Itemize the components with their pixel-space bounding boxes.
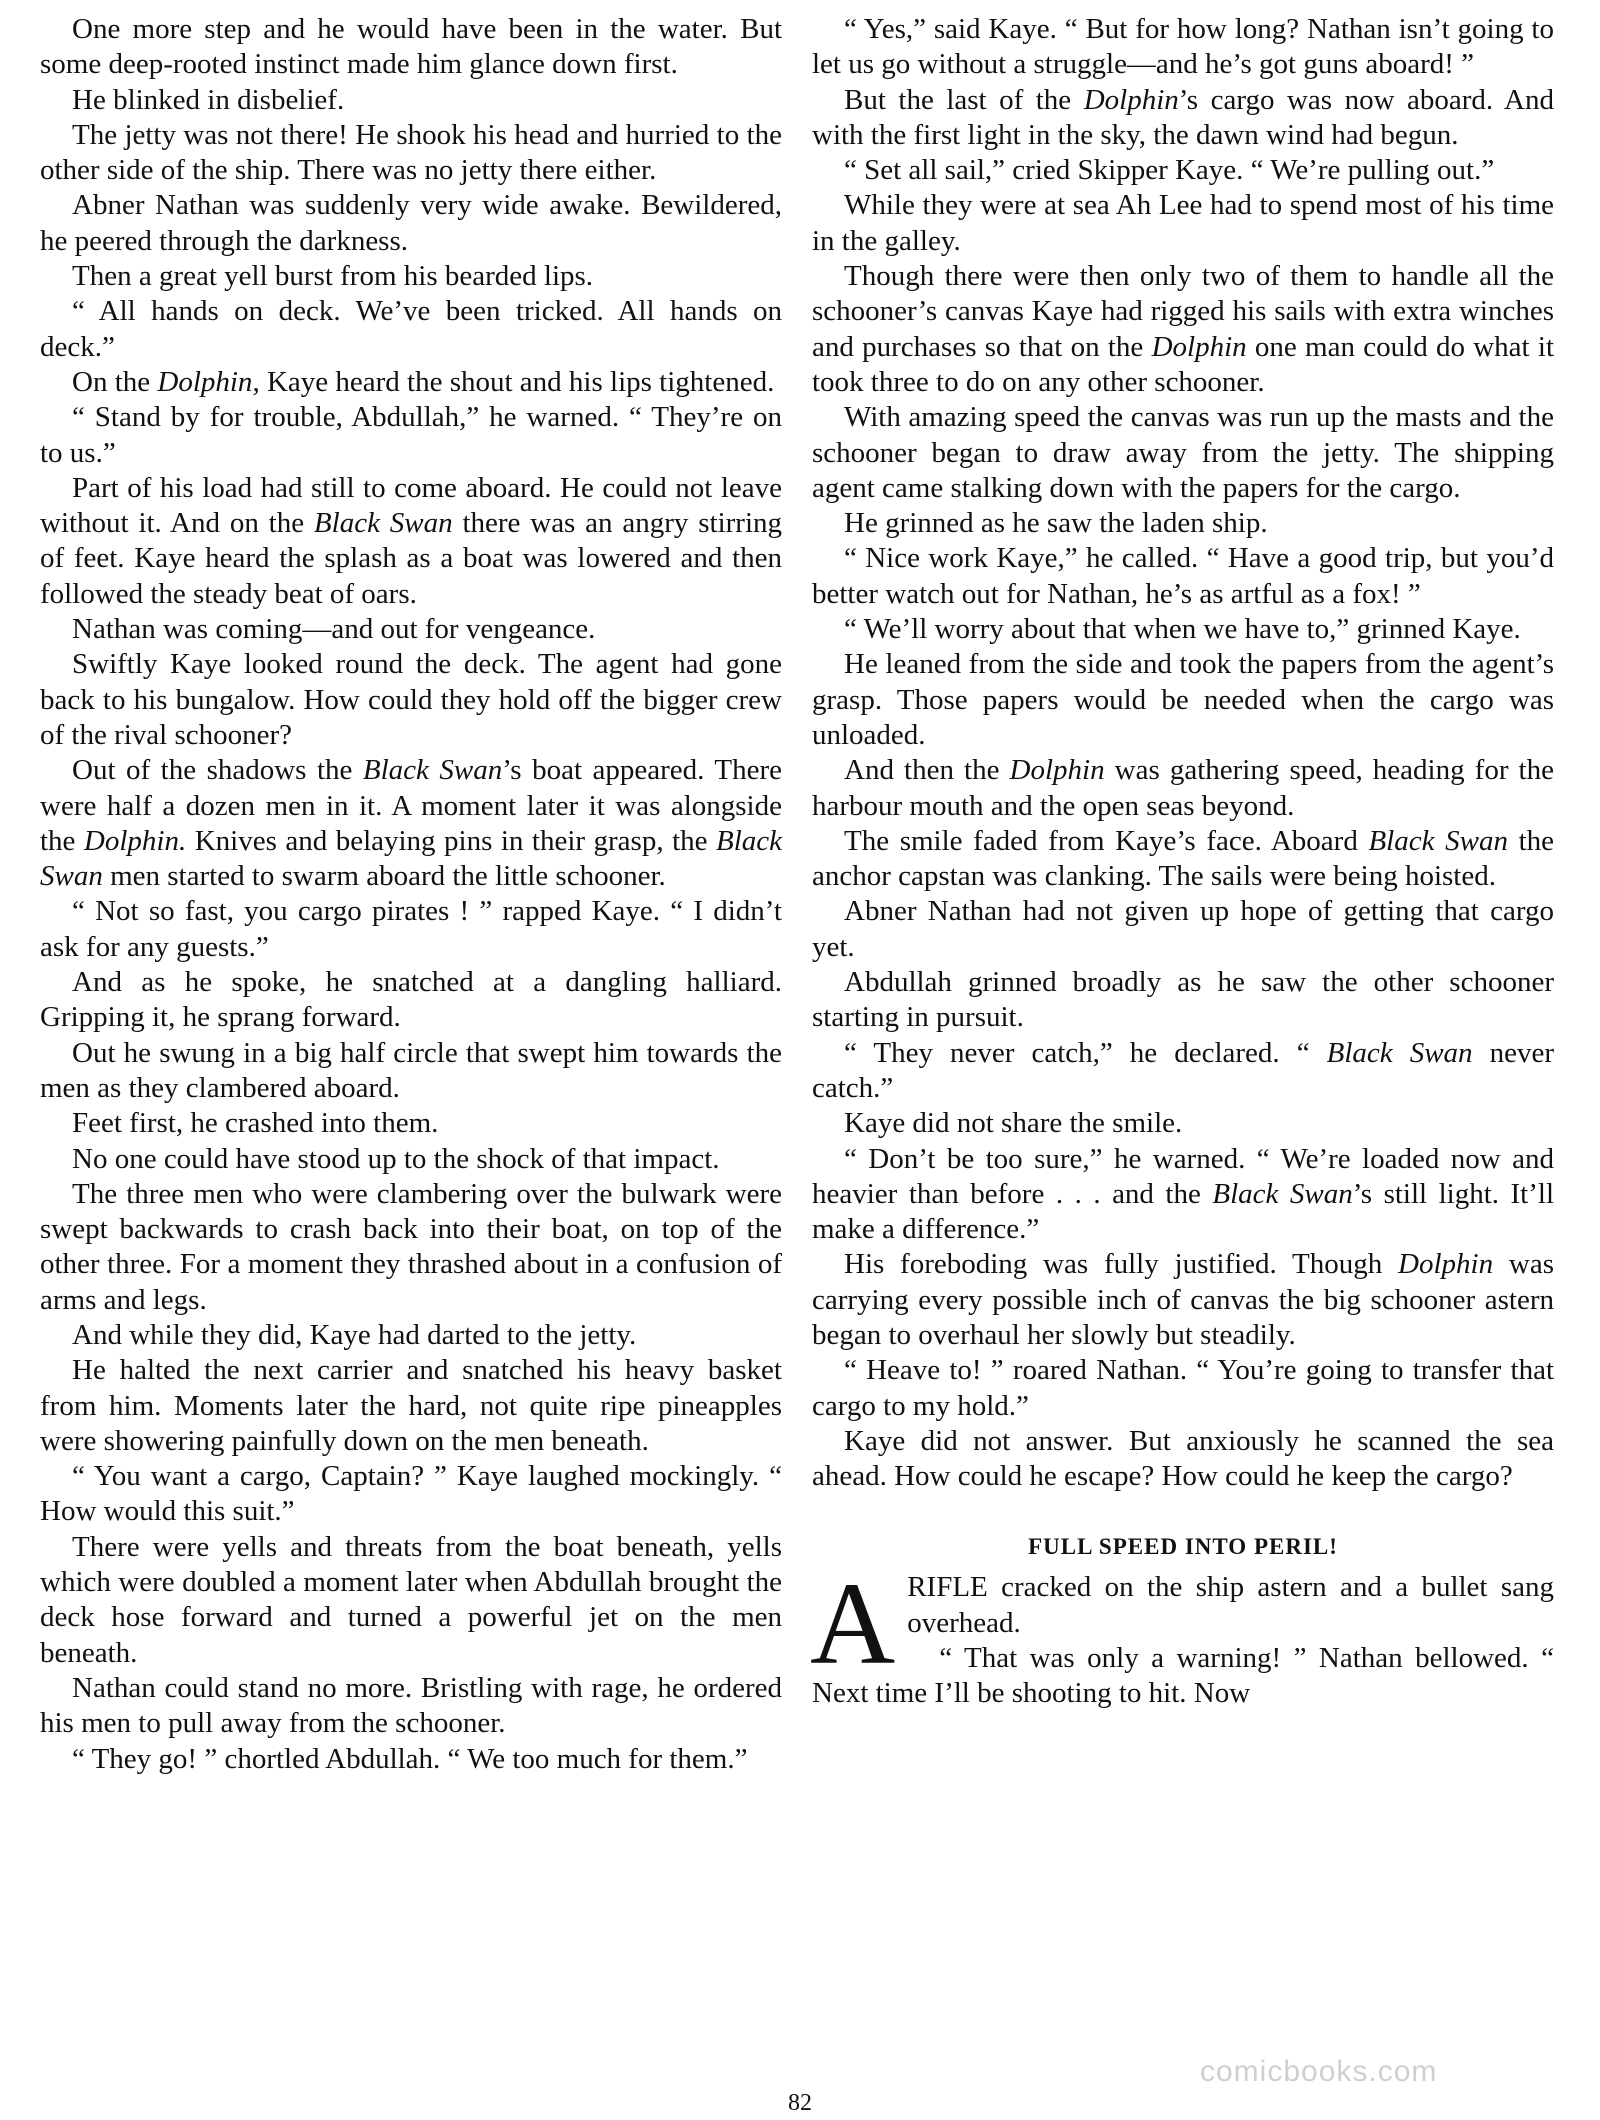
right-paragraph: “ Set all sail,” cried Skipper Kaye. “ We’re pulling out.” [844, 154, 1495, 187]
left-paragraph: One more step and he would have been in the water. But some deep-rooted instinct made him glance down first. [40, 13, 782, 81]
left-paragraph: Abner Nathan was suddenly very wide awake. Bewildered, he peered through the darkness. [40, 189, 782, 257]
left-paragraph: And as he spoke, he snatched at a dangling halliard. Gripping it, he sprang forward. [40, 966, 782, 1034]
right-paragraph: Abner Nathan had not given up hope of getting that cargo yet. [812, 895, 1554, 963]
right-column-paragraphs [812, 12, 1554, 1494]
right-paragraph: Though there were then only two of them to handle all the schooner’s canvas Kaye had rigged his sails with extra winches and purchases so that on the Dolphin one man could do what it took three to do on any other schooner. [812, 260, 1555, 398]
left-paragraph: Part of his load had still to come aboard. He could not leave without it. And on the Black Swan there was an angry stirring of feet. Kaye heard the splash as a boat was lowered and then followed the steady beat of oars. [40, 471, 783, 610]
right-column [812, 12, 1554, 1712]
right-paragraph: “ Nice work Kaye,” he called. “ Have a good trip, but you’d better watch out for Nathan, he’s as artful as a fox! ” [812, 542, 1554, 610]
section-paragraph: “ That was only a warning! ” Nathan bellowed. “ Next time I’ll be shooting to hit. Now [812, 1642, 1554, 1710]
watermark: comicbooks.com [1200, 2055, 1438, 2088]
left-paragraph: “ They go! ” chortled Abdullah. “ We too much for them.” [72, 1742, 748, 1775]
left-paragraph: “ Stand by for trouble, Abdullah,” he warned. “ They’re on to us.” [40, 401, 782, 469]
right-paragraph: While they were at sea Ah Lee had to spend most of his time in the galley. [812, 189, 1554, 257]
left-paragraph: Then a great yell burst from his bearded lips. [72, 260, 594, 293]
section-rest [812, 1641, 1554, 1712]
left-paragraph: The three men who were clambering over the bulwark were swept backwards to crash back into their boat, on top of the other three. For a moment they thrashed about in a confusion of arms and legs. [40, 1177, 782, 1316]
left-paragraph: No one could have stood up to the shock of that impact. [72, 1142, 720, 1175]
right-paragraph: With amazing speed the canvas was run up the masts and the schooner began to draw away from the jetty. The shipping agent came stalking down with the papers for the cargo. [812, 401, 1554, 504]
left-paragraph: He blinked in disbelief. [72, 83, 345, 116]
left-column [40, 12, 782, 1777]
left-paragraph: “ You want a cargo, Captain? ” Kaye laughed mockingly. “ How would this suit.” [40, 1460, 782, 1528]
drop-cap: A [810, 1558, 896, 1690]
right-paragraph: Kaye did not share the smile. [844, 1107, 1183, 1140]
right-paragraph: Kaye did not answer. But anxiously he scanned the sea ahead. How could he escape? How could he keep the cargo? [812, 1424, 1554, 1493]
left-paragraph: Nathan was coming—and out for vengeance. [72, 613, 596, 646]
left-paragraph: On the Dolphin, Kaye heard the shout and his lips tightened. [72, 365, 775, 398]
right-paragraph: The smile faded from Kaye’s face. Aboard Black Swan the anchor capstan was clanking. The sails were being hoisted. [812, 824, 1555, 893]
left-paragraph: The jetty was not there! He shook his head and hurried to the other side of the ship. There was no jetty there either. [40, 118, 782, 187]
left-paragraph: There were yells and threats from the boat beneath, yells which were doubled a moment later when Abdullah brought the deck hose forward and turned a powerful jet on the men beneath. [40, 1530, 782, 1669]
left-paragraph: Out of the shadows the Black Swan’s boat appeared. There were half a dozen men in it. A moment later it was alongside the Dolphin. Knives and belaying pins in their grasp, the Black Swan men started to swarm aboard the little schooner. [40, 754, 782, 893]
right-paragraph: He leaned from the side and took the papers from the agent’s grasp. Those papers would be needed when the cargo was unloaded. [812, 648, 1554, 751]
section-first-text: RIFLE cracked on the ship astern and a bullet sang overhead. [907, 1571, 1554, 1639]
page [40, 12, 1565, 2082]
left-paragraph: Out he swung in a big half circle that swept him towards the men as they clambered aboard. [40, 1036, 782, 1104]
section-body [810, 1558, 1554, 1711]
page-number: 82 [788, 2090, 812, 2116]
right-paragraph: Abdullah grinned broadly as he saw the other schooner starting in pursuit. [812, 966, 1554, 1034]
left-paragraph: He halted the next carrier and snatched his heavy basket from him. Moments later the hard, not quite ripe pineapples were showering painfully down on the men beneath. [40, 1354, 782, 1457]
section-heading: FULL SPEED INTO PERIL! [1028, 1534, 1338, 1560]
left-paragraph: Feet first, he crashed into them. [72, 1107, 439, 1140]
left-paragraph: Swiftly Kaye looked round the deck. The agent had gone back to his bungalow. How could they hold off the bigger crew of the rival schooner? [40, 648, 782, 751]
left-paragraph: Nathan could stand no more. Bristling with rage, he ordered his men to pull away from the schooner. [40, 1671, 782, 1740]
right-paragraph: And then the Dolphin was gathering speed, heading for the harbour mouth and the open seas beyond. [812, 754, 1554, 822]
right-paragraph: “ We’ll worry about that when we have to,” grinned Kaye. [844, 613, 1521, 646]
right-paragraph: “ Yes,” said Kaye. “ But for how long? Nathan isn’t going to let us go without a struggle—and he’s got guns aboard! ” [812, 13, 1554, 81]
left-paragraph: “ All hands on deck. We’ve been tricked. All hands on deck.” [40, 295, 782, 363]
right-paragraph: “ They never catch,” he declared. “ Black Swan never catch.” [812, 1036, 1554, 1104]
left-paragraph: “ Not so fast, you cargo pirates ! ” rapped Kaye. “ I didn’t ask for any guests.” [40, 895, 782, 963]
right-paragraph: “ Don’t be too sure,” he warned. “ We’re loaded now and heavier than before . . . and the Black Swan’s still light. It’ll make a difference.” [812, 1142, 1554, 1246]
left-paragraph: And while they did, Kaye had darted to the jetty. [72, 1318, 637, 1351]
right-paragraph: He grinned as he saw the laden ship. [844, 507, 1268, 540]
right-paragraph: His foreboding was fully justified. Though Dolphin was carrying every possible inch of canvas the big schooner astern began to overhaul her slowly but steadily. [812, 1248, 1554, 1351]
right-paragraph: But the last of the Dolphin’s cargo was now aboard. And with the first light in the sky, the dawn wind had begun. [812, 83, 1554, 151]
right-paragraph: “ Heave to! ” roared Nathan. “ You’re going to transfer that cargo to my hold.” [812, 1354, 1554, 1422]
